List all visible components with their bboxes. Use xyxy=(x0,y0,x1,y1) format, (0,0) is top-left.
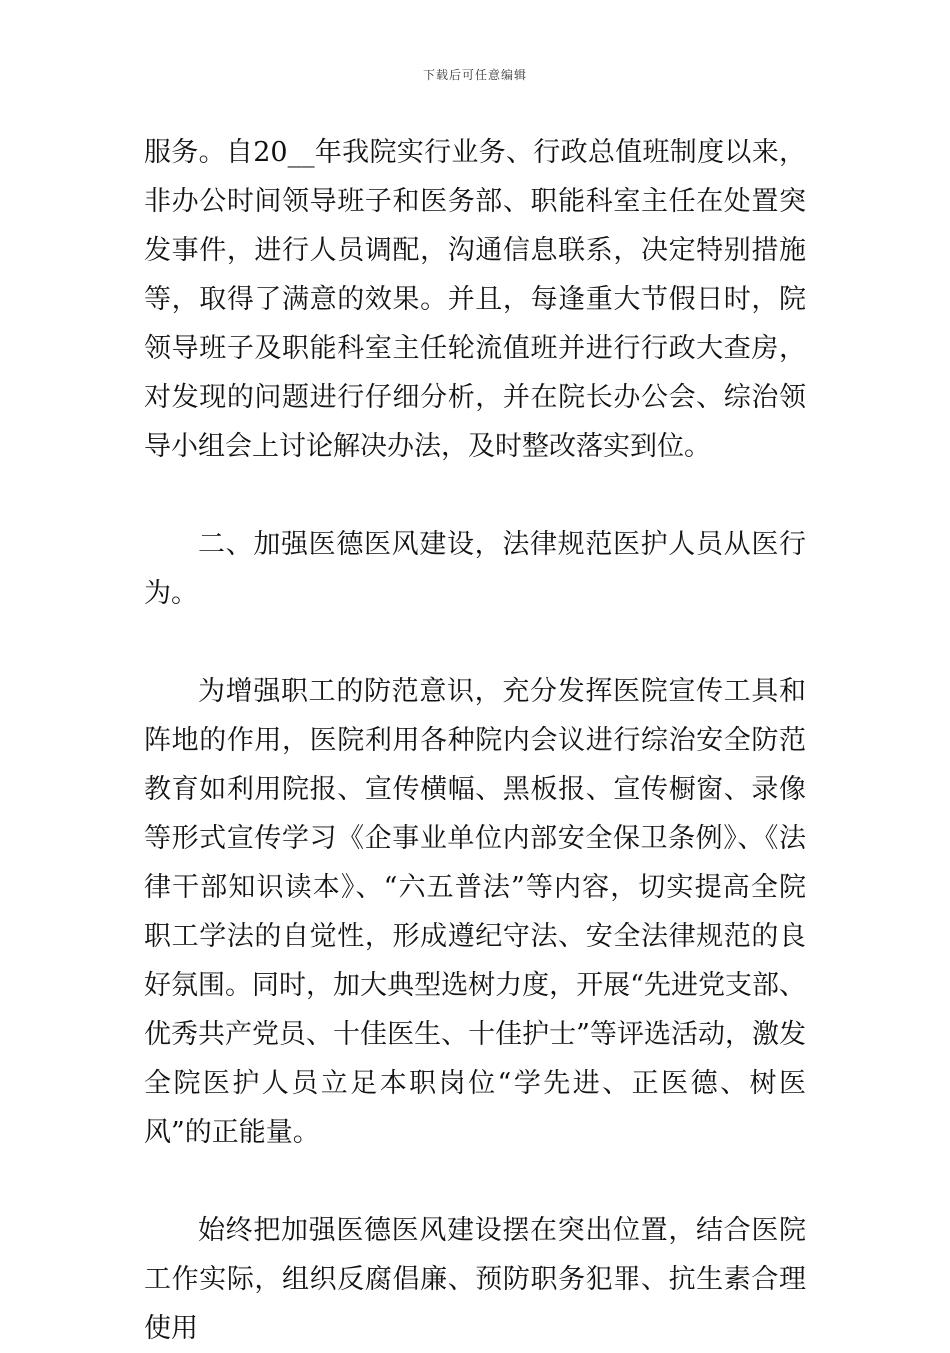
paragraph-spacer xyxy=(144,471,806,520)
paragraph-spacer xyxy=(144,618,806,667)
paragraph-safety-education: 为增强职工的防范意识，充分发挥医院宣传工具和阵地的作用，医院利用各种院内会议进行综治安全防范教育如利用院报、宣传横幅、黑板报、宣传橱窗、录像等形式宣传学习《企事业单位内部安全保卫条例》、《法律干部知识读本》、“六五普法”等内容，切实提高全院职工学法的自觉性，形成遵纪守法、安全法律规范的良好氛围。同时，加大典型选树力度，开展“先进党支部、优秀共产党员、十佳医生、十佳护士”等评选活动，激发全院医护人员立足本职岗位“学先进、正医德、树医风”的正能量。 xyxy=(144,676,806,1148)
section-heading-medical-ethics: 二、加强医德医风建设，法律规范医护人员从医行为。 xyxy=(144,529,806,609)
paragraph-ethics-priority: 始终把加强医德医风建设摆在突出位置，结合医院工作实际，组织反腐倡廉、预防职务犯罪、抗生素合理使用 xyxy=(144,1215,806,1344)
paragraph-spacer xyxy=(144,1157,806,1206)
page-header: 下载后可任意编辑 xyxy=(422,68,527,82)
paragraph-duty-system: 服务。自20__年我院实行业务、行政总值班制度以来，非办公时间领导班子和医务部、职能科室主任在处置突发事件，进行人员调配，沟通信息联系，决定特别措施等，取得了满意的效果。并且，每逢重大节假日时，院领导班子及职能科室主任轮流值班并进行行政大查房，对发现的问题进行仔细分析，并在院长办公会、综治领导小组会上讨论解决办法，及时整改落实到位。 xyxy=(144,137,806,462)
document-body xyxy=(144,128,806,1353)
